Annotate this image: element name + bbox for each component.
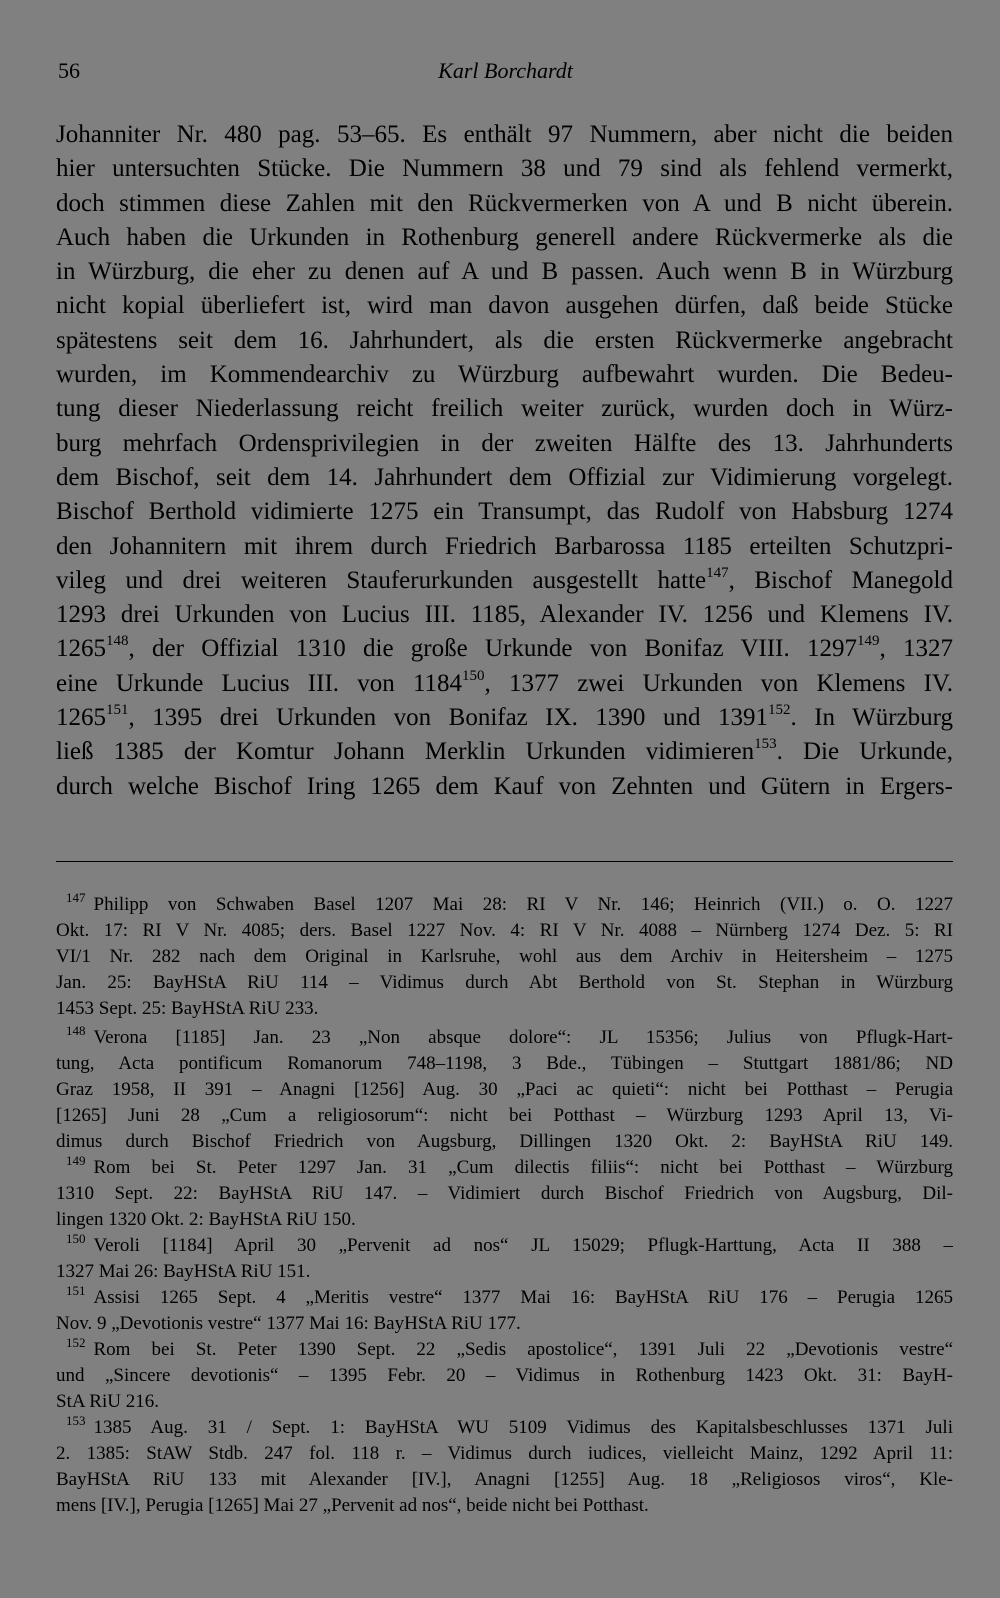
footnote-reference[interactable]: 147 [706,564,729,581]
body-text [56,118,953,804]
footnote-149 [56,1155,953,1233]
body-line: 1293 drei Urkunden von Lucius III. 1185, Alexander IV. 1256 und Klemens IV. [56,601,953,629]
footnote-line: lingen 1320 Okt. 2: BayHStA RiU 150. [56,1209,356,1230]
body-line: in Würzburg, die eher zu denen auf A und B passen. Auch wenn B in Würzburg [56,258,953,286]
footnote-text: Rom bei St. Peter 1390 Sept. 22 „Sedis apostolice“, 1391 Juli 22 „Devotionis vestre“ [93,1339,953,1360]
body-text-segment: vileg und drei weiteren Stauferurkunden ausgestellt hatte [56,566,707,594]
footnote-150 [56,1233,953,1285]
footnote-152 [56,1337,953,1415]
body-line [56,735,953,769]
footnote-line [56,1233,953,1259]
footnote-number: 149 [66,1155,86,1168]
footnote-text: Assisi 1265 Sept. 4 „Meritis vestre“ 1377 Mai 16: BayHStA RiU 176 – Perugia 1265 [93,1287,953,1308]
body-line: nicht kopial überliefert ist, wird man davon ausgehen dürfen, daß beide Stücke [56,292,953,320]
footnote-line: 2. 1385: StAW Stdb. 247 fol. 118 r. – Vidimus durch iudices, vielleicht Mainz, 1292 April 11: [56,1443,953,1464]
body-text-segment: , 1327 [879,635,953,663]
footnote-number: 152 [66,1337,86,1350]
footnote-line [56,892,953,918]
footnote-151 [56,1285,953,1337]
footnote-number: 150 [66,1233,86,1246]
footnote-line: BayHStA RiU 133 mit Alexander [IV.], Anagni [1255] Aug. 18 „Religiosos viros“, Kle- [56,1469,953,1490]
body-line: burg mehrfach Ordensprivilegien in der zweiten Hälfte des 13. Jahrhunderts [56,429,953,457]
footnote-line: 1310 Sept. 22: BayHStA RiU 147. – Vidimiert durch Bischof Friedrich von Augsburg, Dil- [56,1183,953,1204]
body-line: doch stimmen diese Zahlen mit den Rückvermerken von A und B nicht überein. [56,189,953,217]
body-line: Johanniter Nr. 480 pag. 53–65. Es enthält 97 Nummern, aber nicht die beiden [56,121,953,148]
footnote-line: VI/1 Nr. 282 nach dem Original in Karlsruhe, wohl aus dem Archiv in Heitersheim – 1275 [56,946,953,967]
body-line [56,564,953,598]
body-line: tung dieser Niederlassung reicht freilich weiter zurück, wurden doch in Würz- [56,395,953,423]
footnotes [56,892,953,1519]
footnote-line: Nov. 9 „Devotionis vestre“ 1377 Mai 16: BayHStA RiU 177. [56,1313,521,1334]
body-text-segment: 1265 [56,704,106,732]
footnote-line: und „Sincere devotionis“ – 1395 Febr. 20 – Vidimus in Rothenburg 1423 Okt. 31: BayH- [56,1365,953,1386]
footnote-reference[interactable]: 151 [106,702,129,719]
body-text-segment: ließ 1385 der Komtur Johann Merklin Urkunden vidimieren [56,738,755,766]
footnote-number: 151 [66,1285,86,1298]
body-text-segment: , der Offizial 1310 die große Urkunde von Bonifaz VIII. 1297 [128,635,857,663]
body-text-segment: , 1377 zwei Urkunden von Klemens IV. [484,669,953,697]
body-line [56,632,953,666]
page-number: 56 [58,58,80,83]
body-line [56,701,953,735]
footnote-number: 153 [66,1415,86,1428]
footnote-line: dimus durch Bischof Friedrich von Augsburg, Dillingen 1320 Okt. 2: BayHStA RiU 149. [56,1131,953,1152]
footnote-reference[interactable]: 149 [857,633,880,650]
footnote-line [56,1025,953,1051]
footnote-line: StA RiU 216. [56,1391,159,1412]
footnote-text: Veroli [1184] April 30 „Pervenit ad nos“ JL 15029; Pflugk-Harttung, Acta II 388 – [93,1235,953,1256]
body-line: Bischof Berthold vidimierte 1275 ein Transumpt, das Rudolf von Habsburg 1274 [56,498,953,526]
footnote-text: 1385 Aug. 31 / Sept. 1: BayHStA WU 5109 Vidimus des Kapitalsbeschlusses 1371 Juli [93,1417,953,1438]
body-line: durch welche Bischof Iring 1265 dem Kauf von Zehnten und Gütern in Ergers- [56,772,953,800]
footnote-153 [56,1415,953,1519]
running-title: Karl Borchardt [438,58,573,83]
footnote-text: Rom bei St. Peter 1297 Jan. 31 „Cum dilectis filiis“: nicht bei Potthast – Würzburg [93,1157,953,1178]
footnote-line [56,1285,953,1311]
body-text-segment: , Bischof Manegold [728,566,953,594]
body-line [56,667,953,701]
footnote-reference[interactable]: 150 [462,667,485,684]
body-line: Auch haben die Urkunden in Rothenburg generell andere Rückvermerke als die [56,223,953,251]
body-line: den Johannitern mit ihrem durch Friedrich Barbarossa 1185 erteilten Schutzpri- [56,532,953,560]
footnote-line: Okt. 17: RI V Nr. 4085; ders. Basel 1227 Nov. 4: RI V Nr. 4088 – Nürnberg 1274 Dez. 5: RI [56,920,953,941]
footnote-number: 148 [66,1025,86,1038]
footnote-line: Jan. 25: BayHStA RiU 114 – Vidimus durch Abt Berthold von St. Stephan in Würzburg [56,972,953,993]
footnote-line: 1327 Mai 26: BayHStA RiU 151. [56,1261,311,1282]
footnote-line: tung, Acta pontificum Romanorum 748–1198, 3 Bde., Tübingen – Stuttgart 1881/86; ND [56,1053,953,1074]
footnote-text: Philipp von Schwaben Basel 1207 Mai 28: RI V Nr. 146; Heinrich (VII.) o. O. 1227 [93,894,953,915]
footnote-divider [56,861,953,862]
footnote-reference[interactable]: 152 [767,702,791,719]
footnote-line [56,1415,953,1441]
body-line: hier untersuchten Stücke. Die Nummern 38 und 79 sind als fehlend vermerkt, [56,155,953,183]
footnote-148 [56,1025,953,1155]
body-text-segment: eine Urkunde Lucius III. von 1184 [56,669,463,697]
running-head [58,58,953,92]
body-text-segment: . Die Urkunde, [776,738,953,766]
footnote-reference[interactable]: 148 [106,633,129,650]
footnote-reference[interactable]: 153 [754,736,777,753]
footnote-line [56,1337,953,1363]
footnote-text: Verona [1185] Jan. 23 „Non absque dolore“: JL 15356; Julius von Pflugk-Hart- [93,1027,953,1048]
footnote-line [56,1155,953,1181]
footnote-number: 147 [66,892,86,905]
body-line: dem Bischof, seit dem 14. Jahrhundert dem Offizial zur Vidimierung vorgelegt. [56,463,953,491]
footnote-line: 1453 Sept. 25: BayHStA RiU 233. [56,998,319,1019]
body-line: spätestens seit dem 16. Jahrhundert, als die ersten Rückvermerke angebracht [56,326,953,354]
footnote-line: mens [IV.], Perugia [1265] Mai 27 „Pervenit ad nos“, beide nicht bei Potthast. [56,1495,649,1516]
footnote-line: Graz 1958, II 391 – Anagni [1256] Aug. 30 „Paci ac quieti“: nicht bei Potthast – Perugia [56,1079,953,1100]
body-line: wurden, im Kommendearchiv zu Würzburg aufbewahrt wurden. Die Bedeu- [56,361,953,389]
body-text-segment: . In Würzburg [790,704,953,732]
footnote-147 [56,892,953,1022]
footnote-line: [1265] Juni 28 „Cum a religiosorum“: nicht bei Potthast – Würzburg 1293 April 13, Vi- [56,1105,953,1126]
body-text-segment: 1265 [56,635,106,663]
body-text-segment: , 1395 drei Urkunden von Bonifaz IX. 1390 und 1391 [128,704,768,732]
